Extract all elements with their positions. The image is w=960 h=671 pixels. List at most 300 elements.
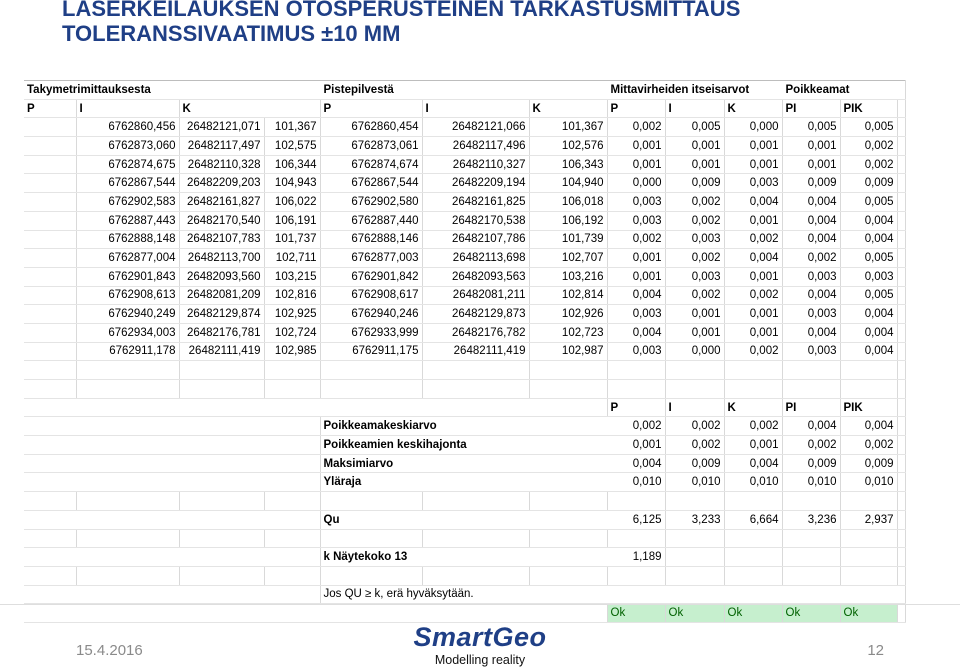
summary-value: 0,002 bbox=[724, 417, 782, 436]
empty-cell bbox=[24, 305, 76, 324]
data-cell: 106,192 bbox=[529, 211, 607, 230]
qu-value: 2,937 bbox=[840, 510, 897, 529]
summary-col-header: P bbox=[607, 398, 665, 417]
data-cell: 0,003 bbox=[840, 267, 897, 286]
data-cell: 103,216 bbox=[529, 267, 607, 286]
sheet-row bbox=[24, 454, 905, 473]
empty-cell bbox=[24, 174, 76, 193]
cell bbox=[897, 118, 905, 137]
cell bbox=[422, 361, 529, 380]
k-value: 1,189 bbox=[607, 548, 665, 567]
cell bbox=[782, 548, 840, 567]
summary-value: 0,009 bbox=[840, 454, 897, 473]
data-cell: 0,000 bbox=[724, 118, 782, 137]
data-cell: 106,191 bbox=[264, 211, 320, 230]
cell bbox=[179, 380, 264, 399]
data-cell: 102,576 bbox=[529, 137, 607, 156]
data-cell: 26482121,071 bbox=[179, 118, 264, 137]
cell bbox=[897, 436, 905, 455]
cell bbox=[422, 529, 529, 548]
data-cell: 0,001 bbox=[607, 155, 665, 174]
data-cell: 0,001 bbox=[607, 249, 665, 268]
data-cell: 0,001 bbox=[607, 137, 665, 156]
col-header: I bbox=[422, 99, 529, 118]
empty-cell bbox=[24, 193, 76, 212]
data-cell: 0,003 bbox=[782, 342, 840, 361]
summary-label: Poikkeamakeskiarvo bbox=[320, 417, 607, 436]
cell bbox=[529, 380, 607, 399]
brand-tagline: Modelling reality bbox=[434, 653, 526, 667]
data-cell: 26482170,540 bbox=[179, 211, 264, 230]
empty-cell bbox=[24, 585, 320, 604]
cell bbox=[529, 361, 607, 380]
cell bbox=[897, 193, 905, 212]
cell bbox=[897, 286, 905, 305]
cell bbox=[840, 361, 897, 380]
summary-label: Maksimiarvo bbox=[320, 454, 607, 473]
data-cell: 0,003 bbox=[607, 193, 665, 212]
data-cell: 102,723 bbox=[529, 323, 607, 342]
data-cell: 26482209,194 bbox=[422, 174, 529, 193]
cell bbox=[724, 492, 782, 511]
empty-cell bbox=[24, 510, 320, 529]
sheet-row bbox=[24, 492, 905, 511]
data-cell: 6762940,246 bbox=[320, 305, 422, 324]
cell bbox=[320, 492, 422, 511]
data-cell: 6762887,440 bbox=[320, 211, 422, 230]
data-cell: 6762901,843 bbox=[76, 267, 179, 286]
data-cell: 26482117,497 bbox=[179, 137, 264, 156]
data-cell: 6762873,060 bbox=[76, 137, 179, 156]
summary-label: Poikkeamien keskihajonta bbox=[320, 436, 607, 455]
ok-badge: Ok bbox=[724, 604, 782, 623]
sheet-row bbox=[24, 436, 905, 455]
sheet-row bbox=[24, 380, 905, 399]
data-cell: 0,000 bbox=[665, 342, 724, 361]
data-cell: 0,003 bbox=[665, 230, 724, 249]
data-cell: 102,816 bbox=[264, 286, 320, 305]
brand-logo bbox=[405, 622, 555, 668]
empty-cell bbox=[24, 548, 320, 567]
data-cell: 104,943 bbox=[264, 174, 320, 193]
footer-divider bbox=[0, 604, 960, 605]
data-cell: 0,009 bbox=[665, 174, 724, 193]
empty-cell bbox=[24, 454, 320, 473]
cell bbox=[897, 99, 905, 118]
data-cell: 104,940 bbox=[529, 174, 607, 193]
summary-col-header: PI bbox=[782, 398, 840, 417]
data-cell: 0,004 bbox=[724, 249, 782, 268]
summary-value: 0,002 bbox=[665, 417, 724, 436]
data-cell: 26482161,825 bbox=[422, 193, 529, 212]
cell bbox=[724, 361, 782, 380]
col-header: P bbox=[607, 99, 665, 118]
cell bbox=[897, 323, 905, 342]
data-cell: 0,004 bbox=[782, 211, 840, 230]
data-cell: 106,343 bbox=[529, 155, 607, 174]
data-cell: 26482111,419 bbox=[422, 342, 529, 361]
data-cell: 6762940,249 bbox=[76, 305, 179, 324]
data-cell: 103,215 bbox=[264, 267, 320, 286]
data-cell: 6762933,999 bbox=[320, 323, 422, 342]
data-cell: 6762911,175 bbox=[320, 342, 422, 361]
cell bbox=[897, 510, 905, 529]
slide-title bbox=[62, 0, 740, 46]
ok-badge: Ok bbox=[607, 604, 665, 623]
cell bbox=[76, 380, 179, 399]
summary-col-header: I bbox=[665, 398, 724, 417]
cell bbox=[840, 529, 897, 548]
summary-value: 0,004 bbox=[724, 454, 782, 473]
cell bbox=[782, 361, 840, 380]
data-cell: 0,004 bbox=[782, 323, 840, 342]
title-line-1: LASERKEILAUKSEN OTOSPERUSTEINEN TARKASTUSMITTAUS bbox=[62, 0, 741, 21]
data-cell: 26482111,419 bbox=[179, 342, 264, 361]
cell bbox=[665, 380, 724, 399]
group-header-poikkeamat: Poikkeamat bbox=[782, 81, 897, 100]
data-cell: 0,001 bbox=[665, 155, 724, 174]
cell bbox=[422, 380, 529, 399]
page-number: 12 bbox=[867, 642, 884, 659]
sheet-row bbox=[24, 230, 905, 249]
data-cell: 6762888,146 bbox=[320, 230, 422, 249]
cell bbox=[897, 361, 905, 380]
cell bbox=[320, 361, 422, 380]
cell bbox=[607, 566, 665, 585]
col-header: PI bbox=[782, 99, 840, 118]
data-cell: 101,367 bbox=[264, 118, 320, 137]
data-cell: 26482161,827 bbox=[179, 193, 264, 212]
data-cell: 0,004 bbox=[782, 230, 840, 249]
data-cell: 6762934,003 bbox=[76, 323, 179, 342]
cell bbox=[607, 529, 665, 548]
cell bbox=[897, 380, 905, 399]
data-cell: 102,711 bbox=[264, 249, 320, 268]
empty-cell bbox=[24, 249, 76, 268]
data-cell: 0,001 bbox=[665, 323, 724, 342]
empty-cell bbox=[24, 267, 76, 286]
data-cell: 0,005 bbox=[665, 118, 724, 137]
cell bbox=[24, 492, 76, 511]
cell bbox=[840, 548, 897, 567]
empty-cell bbox=[24, 473, 320, 492]
qu-value: 3,233 bbox=[665, 510, 724, 529]
cell bbox=[897, 454, 905, 473]
summary-value: 0,002 bbox=[607, 417, 665, 436]
data-cell: 0,004 bbox=[724, 193, 782, 212]
data-cell: 6762901,842 bbox=[320, 267, 422, 286]
cell bbox=[897, 585, 905, 604]
data-cell: 0,002 bbox=[607, 230, 665, 249]
cell bbox=[607, 380, 665, 399]
data-cell: 0,002 bbox=[840, 137, 897, 156]
data-cell: 26482093,560 bbox=[179, 267, 264, 286]
data-cell: 106,022 bbox=[264, 193, 320, 212]
ok-badge: Ok bbox=[665, 604, 724, 623]
qu-value: 6,125 bbox=[607, 510, 665, 529]
empty-cell bbox=[24, 211, 76, 230]
data-cell: 0,001 bbox=[724, 137, 782, 156]
summary-value: 0,010 bbox=[724, 473, 782, 492]
data-cell: 0,002 bbox=[840, 155, 897, 174]
data-cell: 102,985 bbox=[264, 342, 320, 361]
data-cell: 0,005 bbox=[840, 193, 897, 212]
cell bbox=[897, 529, 905, 548]
data-cell: 26482176,782 bbox=[422, 323, 529, 342]
cell bbox=[607, 361, 665, 380]
data-cell: 0,002 bbox=[607, 118, 665, 137]
cell bbox=[264, 566, 320, 585]
ok-badge: Ok bbox=[840, 604, 897, 623]
cell bbox=[665, 492, 724, 511]
slide-date: 15.4.2016 bbox=[76, 642, 143, 659]
col-header: K bbox=[529, 99, 607, 118]
data-cell: 26482209,203 bbox=[179, 174, 264, 193]
data-cell: 6762911,178 bbox=[76, 342, 179, 361]
data-cell: 26482110,327 bbox=[422, 155, 529, 174]
title-line-2: TOLERANSSIVAATIMUS ±10 MM bbox=[62, 21, 401, 46]
data-cell: 6762877,003 bbox=[320, 249, 422, 268]
sheet-row bbox=[24, 174, 905, 193]
data-cell: 6762874,675 bbox=[76, 155, 179, 174]
empty-cell bbox=[24, 155, 76, 174]
cell bbox=[179, 361, 264, 380]
cell bbox=[897, 342, 905, 361]
cell bbox=[724, 380, 782, 399]
data-cell: 101,367 bbox=[529, 118, 607, 137]
summary-label: Yläraja bbox=[320, 473, 607, 492]
cell bbox=[529, 566, 607, 585]
cell bbox=[840, 492, 897, 511]
summary-value: 0,010 bbox=[607, 473, 665, 492]
data-cell: 102,926 bbox=[529, 305, 607, 324]
data-cell: 26482117,496 bbox=[422, 137, 529, 156]
cell bbox=[320, 529, 422, 548]
cell bbox=[665, 548, 724, 567]
qu-value: 3,236 bbox=[782, 510, 840, 529]
cell bbox=[76, 492, 179, 511]
empty-cell bbox=[24, 118, 76, 137]
data-cell: 0,005 bbox=[840, 118, 897, 137]
data-cell: 0,005 bbox=[782, 118, 840, 137]
data-cell: 102,814 bbox=[529, 286, 607, 305]
sheet-row bbox=[24, 305, 905, 324]
empty-cell bbox=[24, 417, 320, 436]
data-cell: 26482129,874 bbox=[179, 305, 264, 324]
data-cell: 106,018 bbox=[529, 193, 607, 212]
data-cell: 0,003 bbox=[607, 211, 665, 230]
cell bbox=[179, 529, 264, 548]
data-cell: 0,001 bbox=[724, 211, 782, 230]
data-cell: 0,002 bbox=[724, 342, 782, 361]
col-header: P bbox=[24, 99, 76, 118]
cell bbox=[24, 529, 76, 548]
sheet-row bbox=[24, 585, 905, 604]
cell bbox=[897, 249, 905, 268]
summary-value: 0,002 bbox=[840, 436, 897, 455]
data-cell: 102,707 bbox=[529, 249, 607, 268]
empty-cell bbox=[24, 604, 607, 623]
cell bbox=[897, 604, 905, 623]
summary-value: 0,004 bbox=[840, 417, 897, 436]
empty-cell bbox=[24, 230, 76, 249]
data-cell: 0,001 bbox=[607, 267, 665, 286]
data-cell: 6762908,613 bbox=[76, 286, 179, 305]
sheet-row bbox=[24, 342, 905, 361]
data-cell: 0,000 bbox=[607, 174, 665, 193]
cell bbox=[264, 380, 320, 399]
data-cell: 26482081,211 bbox=[422, 286, 529, 305]
data-cell: 26482093,563 bbox=[422, 267, 529, 286]
data-cell: 0,004 bbox=[782, 193, 840, 212]
cell bbox=[529, 529, 607, 548]
sheet-row bbox=[24, 155, 905, 174]
sheet-row bbox=[24, 529, 905, 548]
data-cell: 0,003 bbox=[607, 342, 665, 361]
cell bbox=[724, 529, 782, 548]
data-cell: 6762867,544 bbox=[320, 174, 422, 193]
sheet-row bbox=[24, 267, 905, 286]
data-cell: 0,004 bbox=[607, 323, 665, 342]
data-cell: 26482110,328 bbox=[179, 155, 264, 174]
ok-badge: Ok bbox=[782, 604, 840, 623]
data-cell: 26482170,538 bbox=[422, 211, 529, 230]
data-cell: 0,009 bbox=[840, 174, 897, 193]
sheet-row bbox=[24, 211, 905, 230]
data-cell: 6762874,674 bbox=[320, 155, 422, 174]
data-cell: 6762873,061 bbox=[320, 137, 422, 156]
cell bbox=[264, 492, 320, 511]
empty-cell bbox=[24, 342, 76, 361]
summary-value: 0,010 bbox=[840, 473, 897, 492]
summary-value: 0,004 bbox=[607, 454, 665, 473]
qu-value: 6,664 bbox=[724, 510, 782, 529]
data-cell: 0,002 bbox=[665, 249, 724, 268]
summary-value: 0,010 bbox=[665, 473, 724, 492]
data-cell: 6762877,004 bbox=[76, 249, 179, 268]
cell bbox=[320, 380, 422, 399]
data-cell: 0,001 bbox=[782, 137, 840, 156]
col-header: I bbox=[76, 99, 179, 118]
cell bbox=[607, 492, 665, 511]
data-cell: 0,004 bbox=[840, 323, 897, 342]
cell bbox=[897, 137, 905, 156]
sheet-row bbox=[24, 249, 905, 268]
cell bbox=[724, 548, 782, 567]
sheet-row bbox=[24, 548, 905, 567]
data-cell: 26482113,698 bbox=[422, 249, 529, 268]
data-cell: 0,003 bbox=[607, 305, 665, 324]
data-cell: 0,003 bbox=[724, 174, 782, 193]
summary-col-header: PIK bbox=[840, 398, 897, 417]
data-cell: 6762867,544 bbox=[76, 174, 179, 193]
group-header-mittavirheet: Mittavirheiden itseisarvot bbox=[607, 81, 782, 100]
cell bbox=[897, 548, 905, 567]
data-cell: 0,001 bbox=[724, 267, 782, 286]
data-cell: 6762902,580 bbox=[320, 193, 422, 212]
cell bbox=[897, 473, 905, 492]
data-cell: 0,001 bbox=[724, 323, 782, 342]
data-cell: 102,575 bbox=[264, 137, 320, 156]
cell bbox=[897, 492, 905, 511]
col-header: I bbox=[665, 99, 724, 118]
cell bbox=[782, 380, 840, 399]
data-cell: 26482121,066 bbox=[422, 118, 529, 137]
empty-cell bbox=[24, 436, 320, 455]
sheet-row bbox=[24, 193, 905, 212]
col-header: PIK bbox=[840, 99, 897, 118]
data-cell: 0,004 bbox=[840, 305, 897, 324]
summary-value: 0,001 bbox=[724, 436, 782, 455]
cell bbox=[76, 361, 179, 380]
cell bbox=[422, 566, 529, 585]
sheet-row bbox=[24, 398, 905, 417]
data-cell: 0,001 bbox=[665, 305, 724, 324]
cell bbox=[24, 566, 76, 585]
data-cell: 0,004 bbox=[782, 286, 840, 305]
data-cell: 0,005 bbox=[840, 286, 897, 305]
data-cell: 0,004 bbox=[840, 211, 897, 230]
cell bbox=[76, 566, 179, 585]
summary-value: 0,010 bbox=[782, 473, 840, 492]
acceptance-rule: Jos QU ≥ k, erä hyväksytään. bbox=[320, 585, 897, 604]
cell bbox=[422, 492, 529, 511]
cell bbox=[665, 529, 724, 548]
cell bbox=[264, 529, 320, 548]
sheet-row bbox=[24, 118, 905, 137]
data-cell: 6762902,583 bbox=[76, 193, 179, 212]
cell bbox=[24, 380, 76, 399]
summary-value: 0,004 bbox=[782, 417, 840, 436]
data-cell: 0,001 bbox=[724, 305, 782, 324]
cell bbox=[897, 81, 905, 100]
data-cell: 0,001 bbox=[724, 155, 782, 174]
data-cell: 0,002 bbox=[665, 286, 724, 305]
group-header-pistepilvi: Pistepilvestä bbox=[320, 81, 607, 100]
sheet-row bbox=[24, 137, 905, 156]
data-cell: 102,724 bbox=[264, 323, 320, 342]
data-cell: 0,004 bbox=[840, 342, 897, 361]
cell bbox=[724, 566, 782, 585]
cell bbox=[76, 529, 179, 548]
sheet-row bbox=[24, 417, 905, 436]
data-cell: 0,004 bbox=[607, 286, 665, 305]
empty-cell bbox=[24, 286, 76, 305]
cell bbox=[897, 155, 905, 174]
sheet-row bbox=[24, 566, 905, 585]
data-cell: 0,005 bbox=[840, 249, 897, 268]
summary-value: 0,009 bbox=[665, 454, 724, 473]
data-cell: 6762908,617 bbox=[320, 286, 422, 305]
cell bbox=[665, 361, 724, 380]
data-cell: 0,001 bbox=[665, 137, 724, 156]
col-header: K bbox=[179, 99, 320, 118]
spreadsheet bbox=[24, 80, 906, 623]
data-cell: 0,002 bbox=[665, 193, 724, 212]
cell bbox=[529, 492, 607, 511]
summary-value: 0,009 bbox=[782, 454, 840, 473]
summary-col-header: K bbox=[724, 398, 782, 417]
data-cell: 0,002 bbox=[665, 211, 724, 230]
data-cell: 0,001 bbox=[782, 155, 840, 174]
data-cell: 6762888,148 bbox=[76, 230, 179, 249]
group-header-takymetri: Takymetrimittauksesta bbox=[24, 81, 320, 100]
sheet-row bbox=[24, 510, 905, 529]
col-header: P bbox=[320, 99, 422, 118]
data-cell: 0,004 bbox=[840, 230, 897, 249]
cell bbox=[840, 380, 897, 399]
cell bbox=[840, 566, 897, 585]
